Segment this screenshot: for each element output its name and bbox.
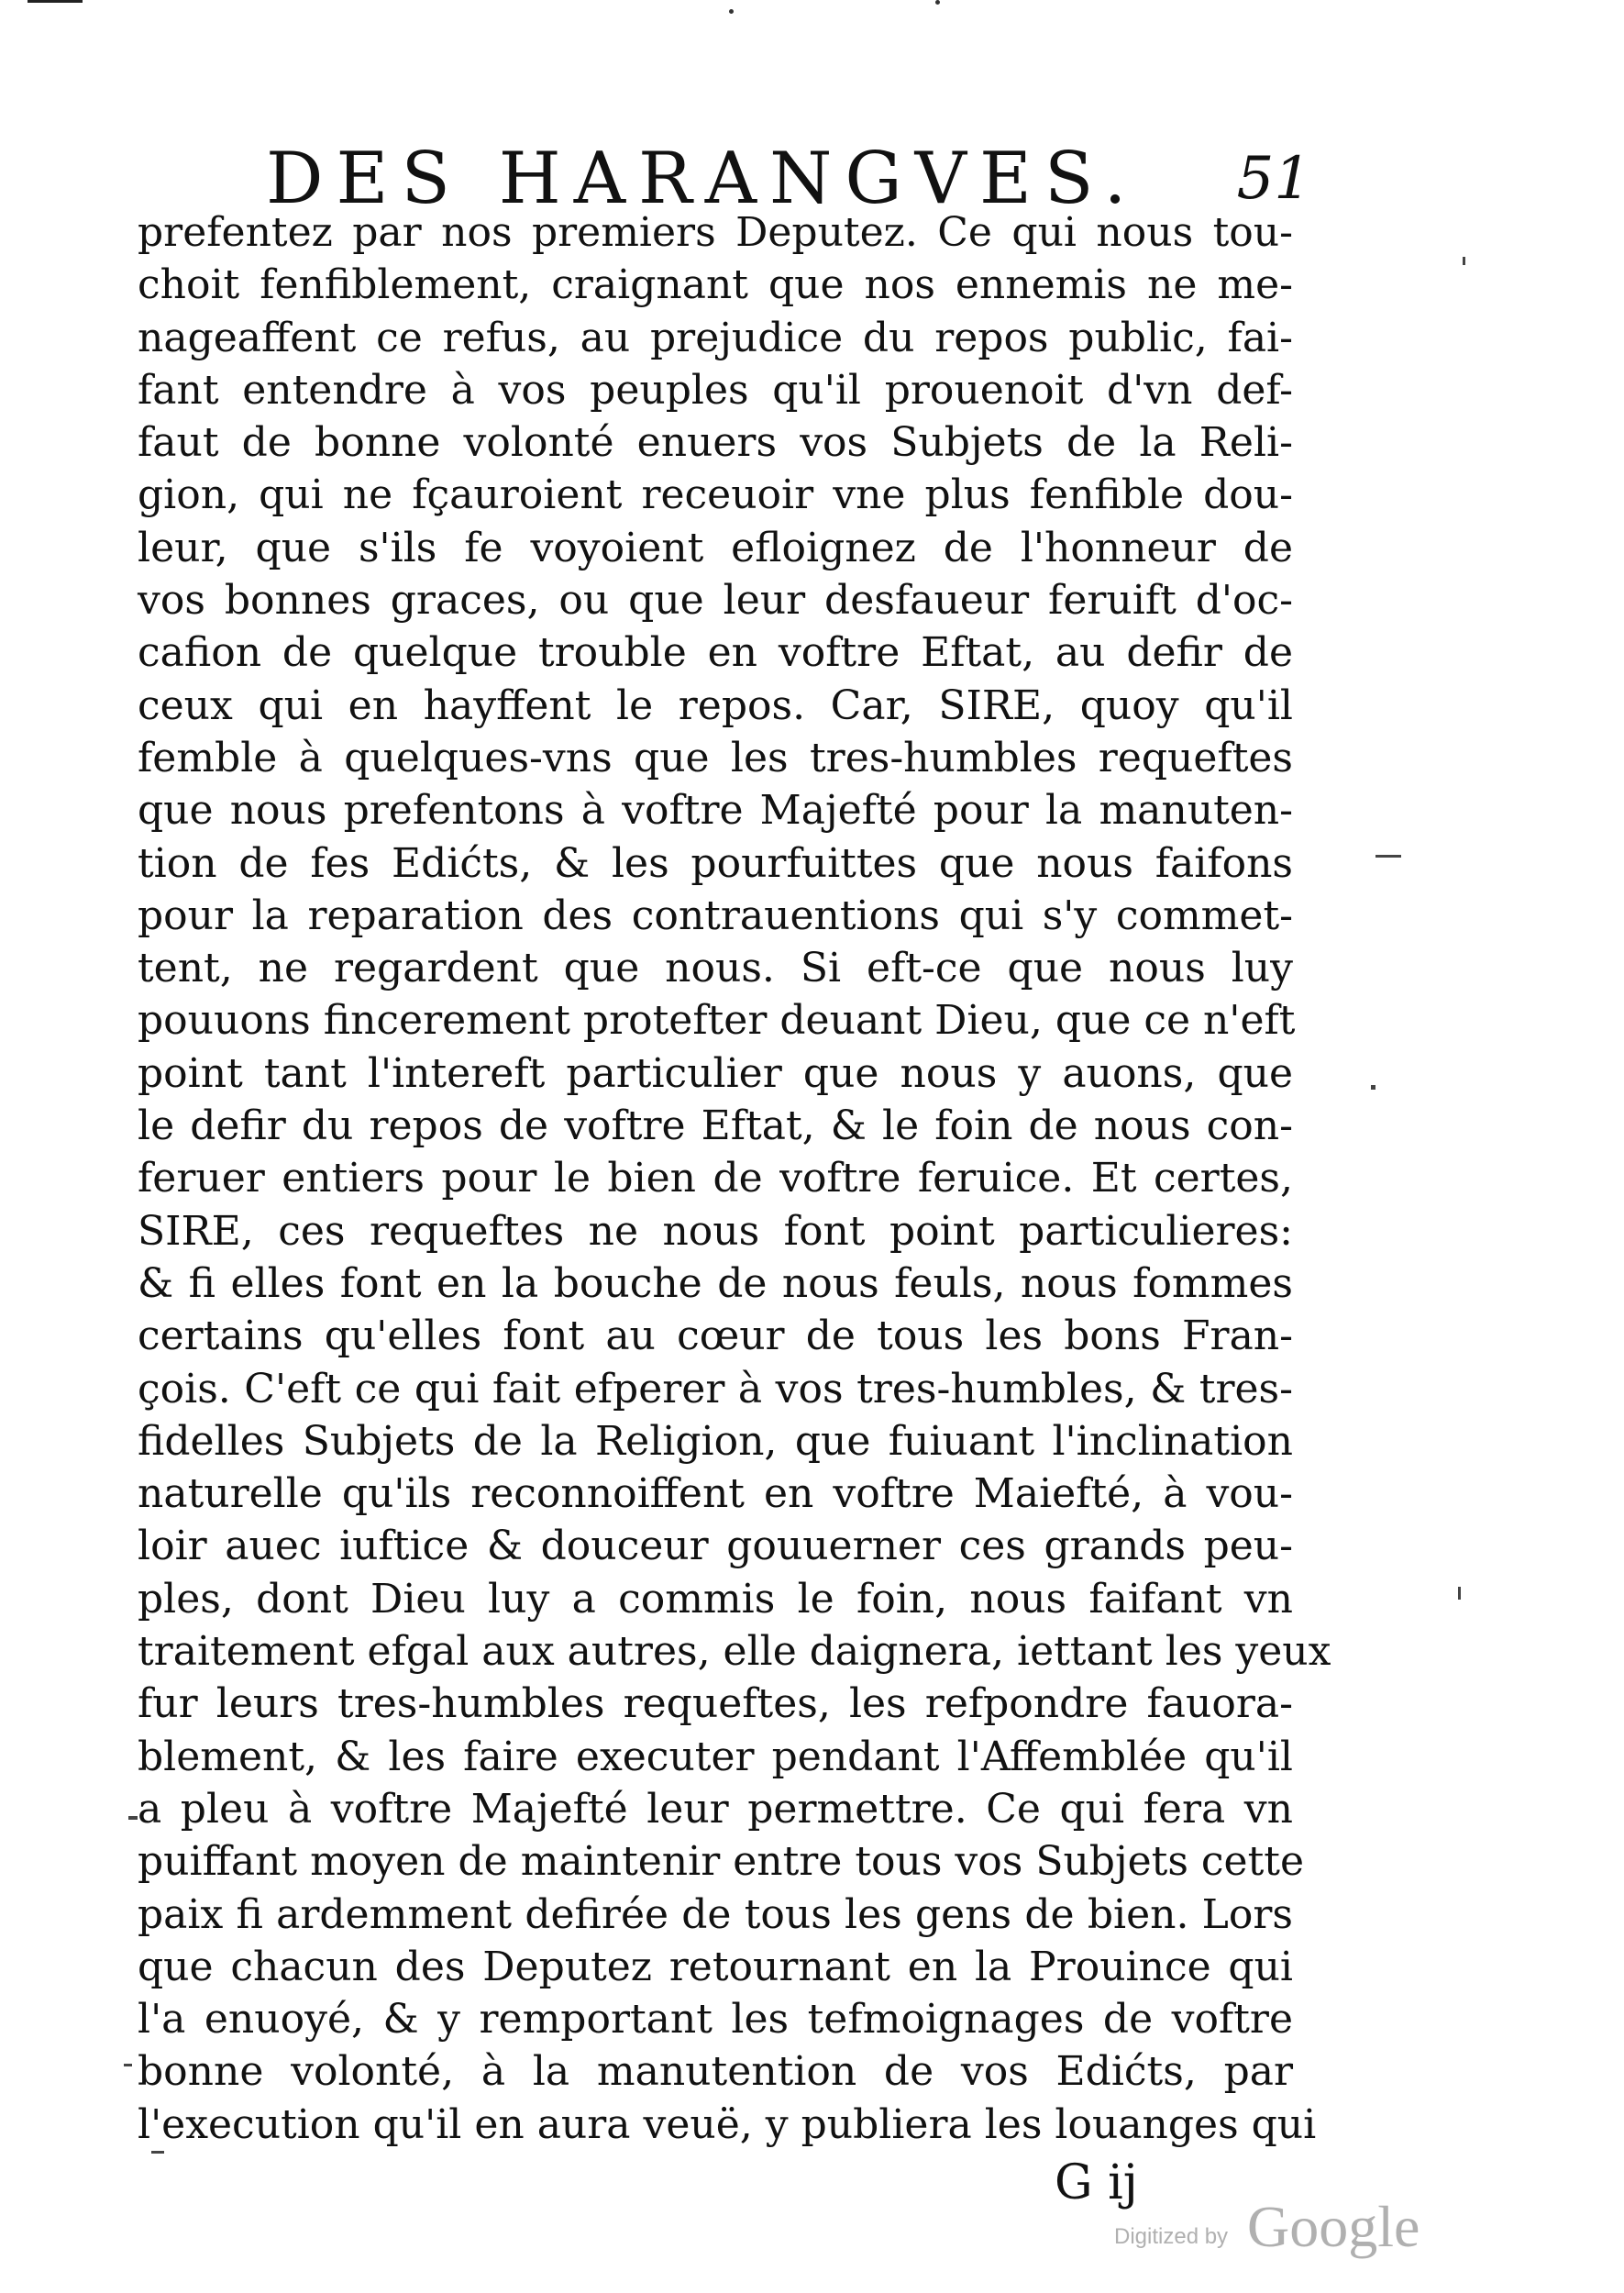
text-line: tion de fes Edićts, & les pourfuittes que nous faifons [138,839,1293,887]
page-number: 51 [1236,145,1311,213]
text-line: naturelle qu'ils reconnoiffent en voftre Maiefté, à vou- [138,1470,1293,1518]
text-line: traitement efgal aux autres, elle daignera, iettant les yeux [138,1628,1331,1676]
text-line: nageaffent ce refus, au prejudice du repos public, fai- [138,314,1293,361]
text-line: choit fenfiblement, craignant que nos ennemis ne me- [138,261,1293,309]
text-line: tent, ne regardent que nous. Si eft-ce que nous luy [138,945,1293,992]
text-line: l'a enuoyé, & y remportant les tefmoignages de voftre [138,1996,1293,2044]
top-edge-speck [729,9,734,14]
text-line: a pleu à voftre Majefté leur permettre. Ce qui fera vn [138,1785,1293,1833]
text-line: cafion de quelque trouble en voftre Eftat, au defir de [138,629,1293,677]
watermark-prefix: Digitized by [1114,2224,1229,2249]
text-line: point tant l'intereft particulier que nous y auons, que [138,1049,1293,1097]
text-line: blement, & les faire executer pendant l'Affemblée qu'il [138,1733,1293,1780]
body-text [138,206,1331,2151]
google-logo: Google [1247,2194,1420,2259]
text-line: certains qu'elles font au cœur de tous les bons Fran- [138,1313,1293,1360]
text-line: que chacun des Deputez retournant en la Prouince qui [138,1943,1293,1990]
digitized-watermark [1114,2194,1463,2261]
text-line: loir auec iuftice & douceur gouuerner ces grands peu- [138,1523,1293,1570]
signature-mark: G ij [1055,2155,1138,2210]
text-line: gion, qui ne fçauroient receuoir vne plus fenfible dou- [138,471,1293,519]
running-head: DES HARANGVES. [266,138,1140,220]
text-line: çois. C'eft ce qui fait efperer à vos tres-humbles, & tres- [138,1365,1293,1412]
text-line: puiffant moyen de maintenir entre tous vos Subjets cette [138,1838,1304,1886]
margin-speck [1458,1587,1461,1600]
margin-speck [128,1816,138,1820]
text-line: fant entendre à vos peuples qu'il prouenoit d'vn def- [138,366,1293,414]
text-line: fur leurs tres-humbles requeftes, les refpondre fauora- [138,1680,1293,1728]
text-line: leur, que s'ils fe voyoient efloignez de l'honneur de [138,524,1293,571]
margin-speck [1371,1085,1375,1090]
text-line: pour la reparation des contrauentions qui s'y commet- [138,892,1293,939]
text-line: ceux qui en hayffent le repos. Car, SIRE, quoy qu'il [138,681,1293,729]
margin-dash [151,2151,164,2154]
text-line: vos bonnes graces, ou que leur desfaueur feruift d'oc- [138,577,1293,625]
text-line: & fi elles font en la bouche de nous feuls, nous fommes [138,1259,1293,1307]
text-line: ples, dont Dieu luy a commis le foin, nous faifant vn [138,1575,1293,1623]
text-line: fidelles Subjets de la Religion, que fuiuant l'inclination [138,1417,1293,1465]
text-line: que nous prefentons à voftre Majefté pour la manuten- [138,787,1293,835]
text-line: bonne volonté, à la manutention de vos Edićts, par [138,2048,1293,2096]
margin-speck [1463,257,1465,265]
text-line: femble à quelques-vns que les tres-humbles requeftes [138,734,1293,781]
text-line: pouuons fincerement protefter deuant Dieu, que ce n'eft [138,997,1296,1045]
text-line: feruer entiers pour le bien de voftre feruice. Et certes, [138,1155,1293,1202]
text-line: faut de bonne volonté enuers vos Subjets de la Reli- [138,419,1293,467]
margin-speck [124,2064,132,2066]
text-line: prefentez par nos premiers Deputez. Ce qui nous tou- [138,209,1293,256]
text-line: SIRE, ces requeftes ne nous font point particulieres: [138,1207,1293,1255]
text-line: paix fi ardemment defirée de tous les gens de bien. Lors [138,1890,1293,1938]
margin-dash [1375,855,1401,858]
top-edge-speck [935,0,940,5]
text-line: l'execution qu'il en aura veuë, y publiera les louanges qui [138,2100,1317,2148]
text-line: le defir du repos de voftre Eftat, & le foin de nous con- [138,1102,1293,1150]
top-edge-mark [28,0,83,3]
